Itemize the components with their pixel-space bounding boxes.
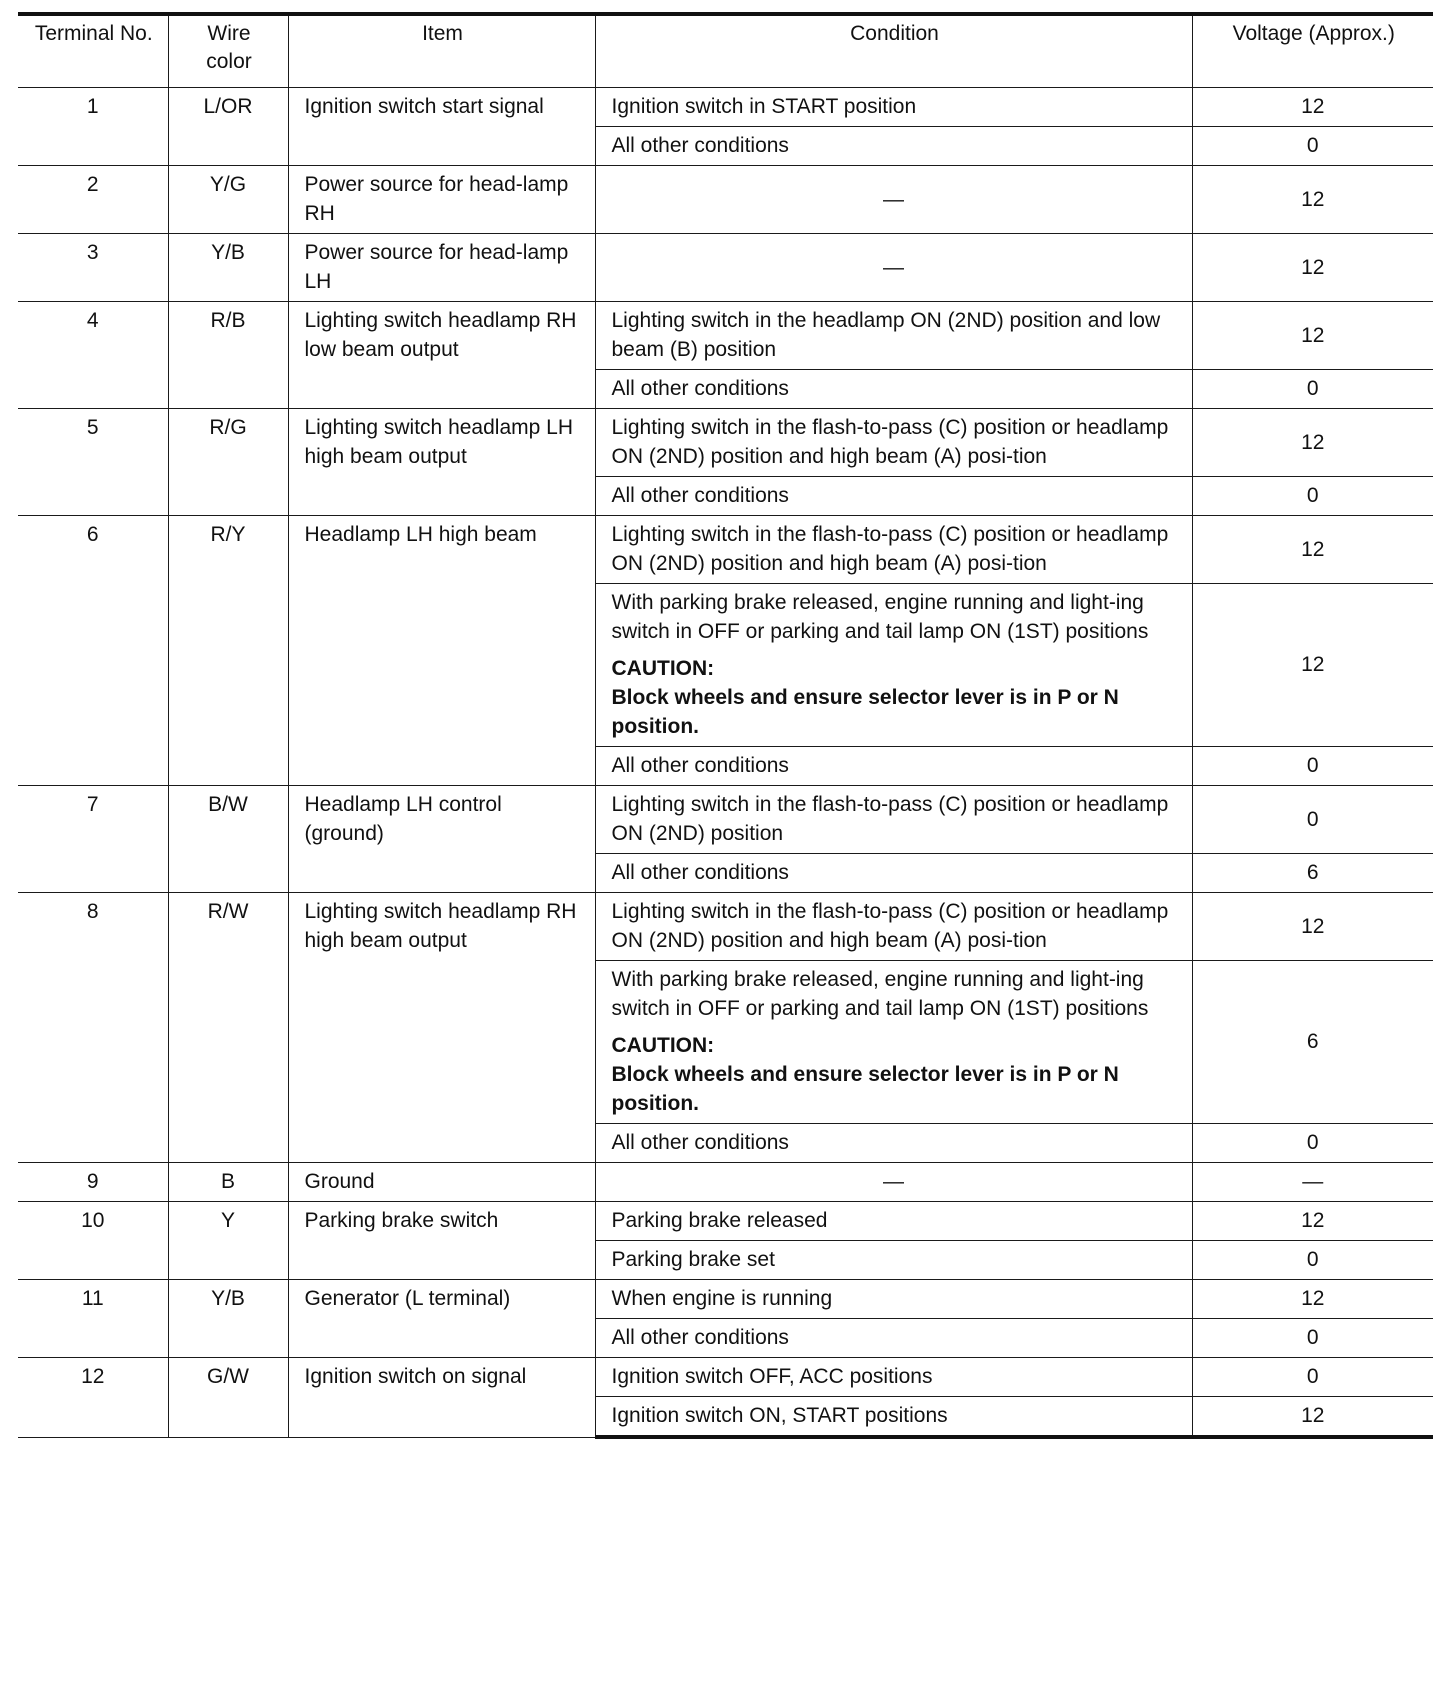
terminal-number-cell: 9 bbox=[18, 1163, 168, 1202]
voltage-cell: 12 bbox=[1192, 234, 1433, 302]
wire-color-cell: G/W bbox=[168, 1358, 288, 1438]
terminal-number-cell: 12 bbox=[18, 1358, 168, 1438]
voltage-cell: 0 bbox=[1192, 370, 1433, 409]
voltage-cell: — bbox=[1192, 1163, 1433, 1202]
voltage-cell: 0 bbox=[1192, 747, 1433, 786]
condition-text: Ignition switch in START position bbox=[611, 95, 917, 118]
voltage-cell: 12 bbox=[1192, 584, 1433, 747]
terminal-number-cell: 7 bbox=[18, 786, 168, 893]
condition-cell bbox=[595, 166, 1192, 234]
condition-text: All other conditions bbox=[611, 1326, 789, 1349]
condition-cell bbox=[595, 1241, 1192, 1280]
condition-text: — bbox=[883, 255, 904, 279]
terminal-number-cell: 10 bbox=[18, 1202, 168, 1280]
condition-text: All other conditions bbox=[611, 754, 789, 777]
item-cell: Generator (L terminal) bbox=[288, 1280, 595, 1358]
voltage-cell: 0 bbox=[1192, 127, 1433, 166]
item-cell: Ignition switch on signal bbox=[288, 1358, 595, 1438]
wire-color-cell: Y/G bbox=[168, 166, 288, 234]
condition-cell bbox=[595, 1163, 1192, 1202]
voltage-cell: 12 bbox=[1192, 893, 1433, 961]
item-cell: Parking brake switch bbox=[288, 1202, 595, 1280]
condition-text: Lighting switch in the flash-to-pass (C) position or headlamp ON (2ND) position and high beam (A) posi-tion bbox=[611, 900, 1169, 952]
table-row bbox=[18, 409, 1433, 477]
condition-text: All other conditions bbox=[611, 134, 789, 157]
item-cell: Ignition switch start signal bbox=[288, 88, 595, 166]
caution-label: CAUTION: bbox=[611, 657, 715, 680]
condition-cell bbox=[595, 1397, 1192, 1438]
header-terminal-no: Terminal No. bbox=[18, 14, 168, 88]
voltage-cell: 12 bbox=[1192, 166, 1433, 234]
table-row bbox=[18, 516, 1433, 584]
item-cell: Headlamp LH control (ground) bbox=[288, 786, 595, 893]
condition-text: — bbox=[883, 1170, 904, 1193]
condition-text: With parking brake released, engine running and light-ing switch in OFF or parking and tail lamp ON (1ST) positions bbox=[611, 968, 1149, 1020]
wire-color-cell: R/W bbox=[168, 893, 288, 1163]
condition-text: All other conditions bbox=[611, 861, 789, 884]
header-wire-color: Wire color bbox=[168, 14, 288, 88]
caution-text: Block wheels and ensure selector lever is in P or N position. bbox=[611, 686, 1119, 738]
wire-color-cell: Y bbox=[168, 1202, 288, 1280]
header-item: Item bbox=[288, 14, 595, 88]
caution-text: Block wheels and ensure selector lever is in P or N position. bbox=[611, 1063, 1119, 1115]
header-voltage: Voltage (Approx.) bbox=[1192, 14, 1433, 88]
item-cell: Lighting switch headlamp RH high beam output bbox=[288, 893, 595, 1163]
condition-cell bbox=[595, 786, 1192, 854]
terminal-number-cell: 4 bbox=[18, 302, 168, 409]
table-row bbox=[18, 166, 1433, 234]
condition-text: All other conditions bbox=[611, 1131, 789, 1154]
condition-cell bbox=[595, 516, 1192, 584]
condition-text: — bbox=[883, 187, 904, 211]
table-row bbox=[18, 786, 1433, 854]
condition-cell bbox=[595, 370, 1192, 409]
voltage-cell: 12 bbox=[1192, 1202, 1433, 1241]
condition-text: Lighting switch in the flash-to-pass (C) position or headlamp ON (2ND) position and high beam (A) posi-tion bbox=[611, 523, 1169, 575]
voltage-cell: 0 bbox=[1192, 477, 1433, 516]
item-cell: Ground bbox=[288, 1163, 595, 1202]
condition-text: When engine is running bbox=[611, 1287, 833, 1310]
terminal-number-cell: 8 bbox=[18, 893, 168, 1163]
condition-text: Lighting switch in the headlamp ON (2ND) position and low beam (B) position bbox=[611, 309, 1161, 361]
condition-cell bbox=[595, 1280, 1192, 1319]
condition-cell bbox=[595, 584, 1192, 747]
terminal-number-cell: 1 bbox=[18, 88, 168, 166]
voltage-cell: 6 bbox=[1192, 961, 1433, 1124]
condition-cell bbox=[595, 893, 1192, 961]
condition-text: Ignition switch ON, START positions bbox=[611, 1404, 948, 1427]
wire-color-cell: B bbox=[168, 1163, 288, 1202]
item-cell: Headlamp LH high beam bbox=[288, 516, 595, 786]
condition-cell bbox=[595, 1124, 1192, 1163]
voltage-cell: 0 bbox=[1192, 1358, 1433, 1397]
terminal-voltage-table bbox=[18, 12, 1433, 1439]
condition-text: Lighting switch in the flash-to-pass (C) position or headlamp ON (2ND) position bbox=[611, 793, 1169, 845]
condition-text: All other conditions bbox=[611, 377, 789, 400]
terminal-number-cell: 5 bbox=[18, 409, 168, 516]
wire-color-cell: R/Y bbox=[168, 516, 288, 786]
condition-cell bbox=[595, 88, 1192, 127]
voltage-cell: 6 bbox=[1192, 854, 1433, 893]
condition-cell bbox=[595, 1358, 1192, 1397]
terminal-number-cell: 2 bbox=[18, 166, 168, 234]
terminal-number-cell: 11 bbox=[18, 1280, 168, 1358]
terminal-number-cell: 3 bbox=[18, 234, 168, 302]
condition-cell bbox=[595, 127, 1192, 166]
voltage-cell: 12 bbox=[1192, 1280, 1433, 1319]
item-cell: Power source for head-lamp LH bbox=[288, 234, 595, 302]
wire-color-cell: L/OR bbox=[168, 88, 288, 166]
voltage-cell: 0 bbox=[1192, 1241, 1433, 1280]
condition-text: Parking brake released bbox=[611, 1209, 828, 1232]
wire-color-cell: R/G bbox=[168, 409, 288, 516]
condition-text: Lighting switch in the flash-to-pass (C) position or headlamp ON (2ND) position and high beam (A) posi-tion bbox=[611, 416, 1169, 468]
table-row bbox=[18, 88, 1433, 127]
condition-cell bbox=[595, 961, 1192, 1124]
condition-cell bbox=[595, 747, 1192, 786]
voltage-cell: 12 bbox=[1192, 409, 1433, 477]
condition-cell bbox=[595, 302, 1192, 370]
table-row bbox=[18, 1280, 1433, 1319]
voltage-cell: 12 bbox=[1192, 516, 1433, 584]
wire-color-cell: R/B bbox=[168, 302, 288, 409]
condition-cell bbox=[595, 1202, 1192, 1241]
item-cell: Lighting switch headlamp LH high beam output bbox=[288, 409, 595, 516]
condition-text: With parking brake released, engine running and light-ing switch in OFF or parking and tail lamp ON (1ST) positions bbox=[611, 591, 1149, 643]
table-row bbox=[18, 1163, 1433, 1202]
voltage-cell: 0 bbox=[1192, 1124, 1433, 1163]
wire-color-cell: Y/B bbox=[168, 1280, 288, 1358]
terminal-number-cell: 6 bbox=[18, 516, 168, 786]
voltage-cell: 12 bbox=[1192, 302, 1433, 370]
voltage-cell: 12 bbox=[1192, 1397, 1433, 1438]
condition-text: Parking brake set bbox=[611, 1248, 775, 1271]
voltage-cell: 0 bbox=[1192, 1319, 1433, 1358]
table-row bbox=[18, 1202, 1433, 1241]
item-cell: Lighting switch headlamp RH low beam output bbox=[288, 302, 595, 409]
table-row bbox=[18, 234, 1433, 302]
voltage-cell: 12 bbox=[1192, 88, 1433, 127]
table-row bbox=[18, 302, 1433, 370]
table-row bbox=[18, 893, 1433, 961]
table-header-row bbox=[18, 14, 1433, 88]
condition-cell bbox=[595, 234, 1192, 302]
table-row bbox=[18, 1358, 1433, 1397]
item-cell: Power source for head-lamp RH bbox=[288, 166, 595, 234]
wire-color-cell: Y/B bbox=[168, 234, 288, 302]
wire-color-cell: B/W bbox=[168, 786, 288, 893]
caution-label: CAUTION: bbox=[611, 1034, 715, 1057]
condition-cell bbox=[595, 854, 1192, 893]
condition-cell bbox=[595, 477, 1192, 516]
condition-cell bbox=[595, 1319, 1192, 1358]
condition-text: Ignition switch OFF, ACC positions bbox=[611, 1365, 933, 1388]
voltage-cell: 0 bbox=[1192, 786, 1433, 854]
header-condition: Condition bbox=[595, 14, 1192, 88]
condition-text: All other conditions bbox=[611, 484, 789, 507]
condition-cell bbox=[595, 409, 1192, 477]
